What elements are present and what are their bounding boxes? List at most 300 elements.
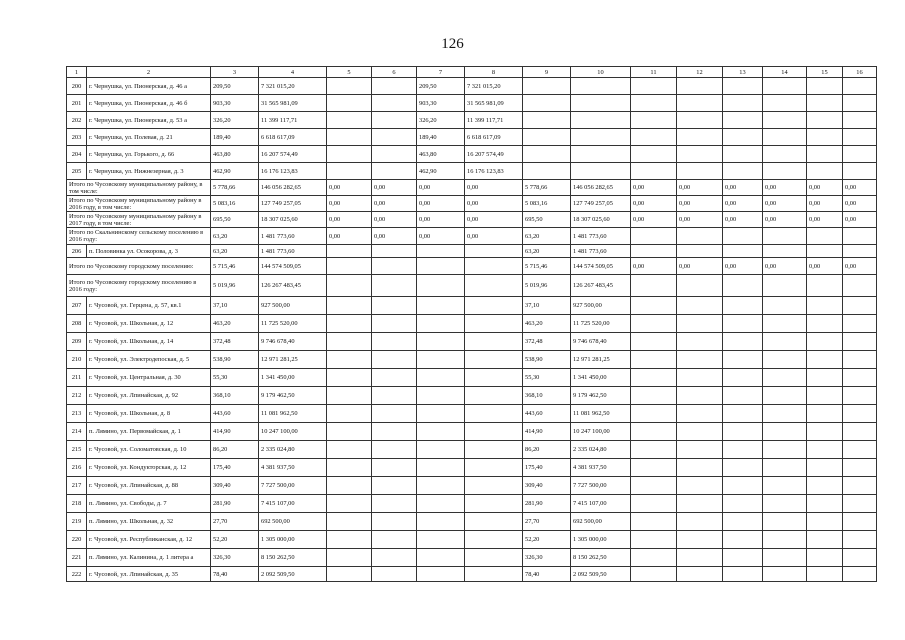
table-row <box>67 95 877 112</box>
value-cell: 6 618 617,09 <box>259 129 327 146</box>
value-cell <box>417 258 465 275</box>
value-cell: 0,00 <box>465 180 523 196</box>
row-number: 207 <box>67 297 87 315</box>
row-number: 209 <box>67 333 87 351</box>
value-cell <box>807 387 843 405</box>
value-cell: 0,00 <box>631 212 677 228</box>
value-cell <box>843 531 877 549</box>
value-cell <box>631 459 677 477</box>
value-cell <box>723 369 763 387</box>
value-cell <box>465 351 523 369</box>
value-cell <box>677 228 723 245</box>
row-number: 205 <box>67 163 87 180</box>
value-cell <box>465 245 523 258</box>
value-cell: 5 778,66 <box>211 180 259 196</box>
value-cell: 0,00 <box>843 196 877 212</box>
value-cell <box>807 495 843 513</box>
value-cell <box>327 78 372 95</box>
value-cell <box>631 163 677 180</box>
value-cell <box>763 369 807 387</box>
value-cell: 127 749 257,05 <box>571 196 631 212</box>
value-cell: 78,40 <box>523 567 571 582</box>
total-label: Итого по Чусовскому городскому поселению в 2016 году: <box>67 275 211 297</box>
value-cell: 189,40 <box>211 129 259 146</box>
value-cell <box>417 351 465 369</box>
row-number: 204 <box>67 146 87 163</box>
value-cell <box>763 567 807 582</box>
value-cell <box>465 333 523 351</box>
value-cell <box>677 531 723 549</box>
value-cell <box>631 531 677 549</box>
total-label: Итого по Чусовскому муниципальному району в 2017 году, в том числе: <box>67 212 211 228</box>
value-cell: 326,20 <box>417 112 465 129</box>
value-cell <box>465 495 523 513</box>
value-cell <box>843 423 877 441</box>
value-cell: 209,50 <box>211 78 259 95</box>
value-cell <box>327 112 372 129</box>
value-cell <box>843 333 877 351</box>
row-number: 222 <box>67 567 87 582</box>
value-cell <box>631 95 677 112</box>
value-cell: 10 247 100,00 <box>571 423 631 441</box>
value-cell <box>631 369 677 387</box>
value-cell <box>327 477 372 495</box>
value-cell <box>843 405 877 423</box>
value-cell: 0,00 <box>417 180 465 196</box>
value-cell <box>327 495 372 513</box>
value-cell <box>807 549 843 567</box>
value-cell <box>763 315 807 333</box>
value-cell: 368,10 <box>523 387 571 405</box>
value-cell <box>631 423 677 441</box>
value-cell <box>763 333 807 351</box>
value-cell: 281,90 <box>211 495 259 513</box>
value-cell <box>417 513 465 531</box>
value-cell <box>417 459 465 477</box>
value-cell <box>372 567 417 582</box>
address-cell: п. Лямино, ул. Школьная, д. 32 <box>87 513 211 531</box>
table-row <box>67 146 877 163</box>
value-cell: 37,10 <box>523 297 571 315</box>
value-cell <box>677 495 723 513</box>
value-cell: 309,40 <box>211 477 259 495</box>
value-cell <box>677 297 723 315</box>
value-cell <box>807 78 843 95</box>
value-cell <box>523 129 571 146</box>
value-cell <box>677 95 723 112</box>
value-cell: 0,00 <box>417 196 465 212</box>
row-number: 219 <box>67 513 87 531</box>
value-cell <box>465 315 523 333</box>
value-cell <box>327 146 372 163</box>
address-cell: г. Чусовой, ул. Лпинайская, д. 88 <box>87 477 211 495</box>
value-cell <box>677 129 723 146</box>
value-cell: 0,00 <box>677 212 723 228</box>
value-cell <box>523 112 571 129</box>
value-cell <box>327 129 372 146</box>
value-cell: 9 179 462,50 <box>259 387 327 405</box>
value-cell: 1 481 773,60 <box>259 245 327 258</box>
value-cell: 0,00 <box>631 258 677 275</box>
address-cell: г. Чусовой, ул. Соломатовская, д. 10 <box>87 441 211 459</box>
value-cell: 5 019,96 <box>523 275 571 297</box>
value-cell <box>723 441 763 459</box>
value-cell: 0,00 <box>465 228 523 245</box>
value-cell <box>327 163 372 180</box>
value-cell: 0,00 <box>417 212 465 228</box>
value-cell: 209,50 <box>417 78 465 95</box>
value-cell <box>807 369 843 387</box>
value-cell <box>372 387 417 405</box>
value-cell <box>372 112 417 129</box>
table-row <box>67 513 877 531</box>
address-cell: г. Чернушка, ул. Пионерская, д. 46 б <box>87 95 211 112</box>
value-cell: 126 267 483,45 <box>259 275 327 297</box>
value-cell: 175,40 <box>211 459 259 477</box>
value-cell: 0,00 <box>807 258 843 275</box>
value-cell: 538,90 <box>211 351 259 369</box>
value-cell <box>763 228 807 245</box>
value-cell <box>723 387 763 405</box>
value-cell <box>372 495 417 513</box>
value-cell <box>723 423 763 441</box>
value-cell: 927 500,00 <box>571 297 631 315</box>
value-cell <box>327 275 372 297</box>
value-cell <box>843 275 877 297</box>
value-cell <box>417 297 465 315</box>
value-cell <box>723 531 763 549</box>
value-cell <box>723 275 763 297</box>
table-row <box>67 163 877 180</box>
value-cell <box>807 423 843 441</box>
value-cell: 927 500,00 <box>259 297 327 315</box>
value-cell: 443,60 <box>523 405 571 423</box>
value-cell: 11 399 117,71 <box>259 112 327 129</box>
value-cell <box>372 129 417 146</box>
address-cell: п. Лямино, ул. Калинина, д. 1 литера а <box>87 549 211 567</box>
value-cell: 0,00 <box>723 196 763 212</box>
value-cell: 5 778,66 <box>523 180 571 196</box>
value-cell <box>631 297 677 315</box>
header-cell: 12 <box>677 67 723 78</box>
value-cell: 414,90 <box>211 423 259 441</box>
header-cell: 13 <box>723 67 763 78</box>
value-cell: 692 500,00 <box>259 513 327 531</box>
value-cell: 52,20 <box>211 531 259 549</box>
row-number: 212 <box>67 387 87 405</box>
header-cell: 8 <box>465 67 523 78</box>
value-cell: 7 321 015,20 <box>259 78 327 95</box>
address-cell: г. Чернушка, ул. Пионерская, д. 46 а <box>87 78 211 95</box>
value-cell: 463,20 <box>211 315 259 333</box>
header-cell: 11 <box>631 67 677 78</box>
value-cell: 1 341 450,00 <box>571 369 631 387</box>
value-cell <box>327 95 372 112</box>
value-cell: 0,00 <box>327 228 372 245</box>
header-cell: 14 <box>763 67 807 78</box>
value-cell <box>763 423 807 441</box>
row-number: 203 <box>67 129 87 146</box>
table-row <box>67 245 877 258</box>
value-cell: 0,00 <box>327 212 372 228</box>
value-cell: 5 715,46 <box>523 258 571 275</box>
table-row <box>67 459 877 477</box>
value-cell <box>631 477 677 495</box>
value-cell <box>763 245 807 258</box>
value-cell <box>327 531 372 549</box>
value-cell <box>327 387 372 405</box>
value-cell: 9 746 678,40 <box>259 333 327 351</box>
value-cell <box>807 333 843 351</box>
value-cell <box>763 163 807 180</box>
value-cell <box>723 297 763 315</box>
value-cell: 443,60 <box>211 405 259 423</box>
value-cell <box>763 459 807 477</box>
value-cell <box>807 351 843 369</box>
value-cell <box>723 495 763 513</box>
value-cell: 2 335 024,80 <box>571 441 631 459</box>
value-cell <box>523 95 571 112</box>
value-cell <box>843 95 877 112</box>
value-cell <box>327 513 372 531</box>
header-cell: 9 <box>523 67 571 78</box>
row-number: 214 <box>67 423 87 441</box>
value-cell <box>763 531 807 549</box>
value-cell: 0,00 <box>677 196 723 212</box>
value-cell <box>372 351 417 369</box>
value-cell <box>465 369 523 387</box>
row-number: 221 <box>67 549 87 567</box>
value-cell <box>843 129 877 146</box>
table-row <box>67 369 877 387</box>
value-cell <box>631 351 677 369</box>
value-cell <box>327 549 372 567</box>
value-cell <box>677 112 723 129</box>
value-cell <box>843 369 877 387</box>
value-cell: 309,40 <box>523 477 571 495</box>
value-cell: 4 381 937,50 <box>571 459 631 477</box>
row-number: 202 <box>67 112 87 129</box>
value-cell <box>763 441 807 459</box>
value-cell: 2 335 024,80 <box>259 441 327 459</box>
value-cell <box>807 163 843 180</box>
value-cell <box>372 275 417 297</box>
table-row <box>67 405 877 423</box>
value-cell <box>372 163 417 180</box>
value-cell: 0,00 <box>763 212 807 228</box>
value-cell <box>465 531 523 549</box>
row-number: 218 <box>67 495 87 513</box>
value-cell <box>417 549 465 567</box>
total-row <box>67 258 877 275</box>
value-cell: 463,80 <box>417 146 465 163</box>
value-cell: 16 207 574,49 <box>259 146 327 163</box>
value-cell <box>417 567 465 582</box>
address-cell: г. Чусовой, ул. Школьная, д. 12 <box>87 315 211 333</box>
value-cell <box>723 459 763 477</box>
value-cell <box>631 387 677 405</box>
value-cell <box>327 297 372 315</box>
header-cell: 16 <box>843 67 877 78</box>
value-cell: 146 056 282,65 <box>259 180 327 196</box>
value-cell <box>807 228 843 245</box>
value-cell: 0,00 <box>843 258 877 275</box>
header-cell: 4 <box>259 67 327 78</box>
value-cell <box>327 258 372 275</box>
value-cell <box>631 275 677 297</box>
value-cell <box>465 297 523 315</box>
value-cell <box>723 315 763 333</box>
value-cell <box>677 245 723 258</box>
value-cell: 12 971 281,25 <box>259 351 327 369</box>
value-cell <box>843 513 877 531</box>
value-cell <box>807 95 843 112</box>
value-cell <box>843 78 877 95</box>
value-cell <box>327 333 372 351</box>
table-row <box>67 129 877 146</box>
value-cell <box>631 495 677 513</box>
value-cell <box>372 405 417 423</box>
value-cell: 0,00 <box>372 228 417 245</box>
value-cell <box>677 146 723 163</box>
value-cell: 175,40 <box>523 459 571 477</box>
value-cell <box>763 112 807 129</box>
value-cell: 463,80 <box>211 146 259 163</box>
value-cell <box>465 387 523 405</box>
value-cell <box>763 95 807 112</box>
row-number: 201 <box>67 95 87 112</box>
page-number: 126 <box>441 36 464 52</box>
value-cell <box>372 549 417 567</box>
value-cell <box>807 112 843 129</box>
value-cell: 7 321 015,20 <box>465 78 523 95</box>
value-cell <box>807 245 843 258</box>
value-cell: 5 083,16 <box>523 196 571 212</box>
value-cell: 144 574 509,05 <box>259 258 327 275</box>
value-cell: 31 565 981,09 <box>465 95 523 112</box>
value-cell: 0,00 <box>807 180 843 196</box>
total-label: Итого по Скальнинскому сельскому поселению в 2016 году: <box>67 228 211 245</box>
value-cell <box>843 441 877 459</box>
value-cell: 0,00 <box>677 180 723 196</box>
value-cell <box>465 549 523 567</box>
value-cell <box>763 146 807 163</box>
address-cell: г. Чусовой, ул. Школьная, д. 14 <box>87 333 211 351</box>
value-cell <box>571 112 631 129</box>
value-cell <box>677 405 723 423</box>
value-cell: 5 083,16 <box>211 196 259 212</box>
value-cell: 0,00 <box>807 212 843 228</box>
value-cell <box>417 441 465 459</box>
value-cell <box>843 163 877 180</box>
value-cell <box>677 315 723 333</box>
value-cell <box>631 567 677 582</box>
value-cell <box>372 95 417 112</box>
table-row <box>67 387 877 405</box>
value-cell: 63,20 <box>523 228 571 245</box>
value-cell <box>372 369 417 387</box>
address-cell: г. Чернушка, ул. Нижнезерная, д. 3 <box>87 163 211 180</box>
value-cell: 7 727 500,00 <box>571 477 631 495</box>
value-cell: 0,00 <box>763 180 807 196</box>
address-cell: п. Лямино, ул. Первомайская, д. 1 <box>87 423 211 441</box>
value-cell <box>631 405 677 423</box>
value-cell <box>807 405 843 423</box>
value-cell: 281,90 <box>523 495 571 513</box>
value-cell <box>327 567 372 582</box>
value-cell: 0,00 <box>372 212 417 228</box>
value-cell <box>807 441 843 459</box>
value-cell <box>723 146 763 163</box>
value-cell: 0,00 <box>843 180 877 196</box>
value-cell: 12 971 281,25 <box>571 351 631 369</box>
value-cell <box>763 297 807 315</box>
value-cell <box>843 477 877 495</box>
value-cell <box>523 146 571 163</box>
value-cell <box>807 531 843 549</box>
value-cell: 86,20 <box>523 441 571 459</box>
value-cell <box>723 163 763 180</box>
header-cell: 15 <box>807 67 843 78</box>
value-cell <box>631 513 677 531</box>
value-cell <box>631 315 677 333</box>
value-cell <box>843 146 877 163</box>
value-cell <box>372 146 417 163</box>
value-cell: 463,20 <box>523 315 571 333</box>
address-cell: г. Чернушка, ул. Полевая, д. 21 <box>87 129 211 146</box>
value-cell: 5 019,96 <box>211 275 259 297</box>
value-cell <box>763 477 807 495</box>
value-cell: 18 307 025,60 <box>259 212 327 228</box>
table-row <box>67 78 877 95</box>
value-cell: 695,50 <box>523 212 571 228</box>
value-cell <box>417 275 465 297</box>
value-cell: 11 399 117,71 <box>465 112 523 129</box>
value-cell <box>417 333 465 351</box>
value-cell: 11 081 962,50 <box>571 405 631 423</box>
value-cell: 692 500,00 <box>571 513 631 531</box>
header-cell: 10 <box>571 67 631 78</box>
value-cell <box>417 423 465 441</box>
value-cell: 2 092 509,50 <box>259 567 327 582</box>
value-cell <box>723 228 763 245</box>
value-cell <box>417 477 465 495</box>
value-cell: 1 305 000,00 <box>571 531 631 549</box>
value-cell <box>631 441 677 459</box>
value-cell: 31 565 981,09 <box>259 95 327 112</box>
value-cell <box>763 129 807 146</box>
table-row <box>67 351 877 369</box>
value-cell <box>631 228 677 245</box>
table-row <box>67 333 877 351</box>
value-cell <box>631 78 677 95</box>
value-cell <box>843 351 877 369</box>
address-cell: г. Чернушка, ул. Горького, д. 66 <box>87 146 211 163</box>
value-cell <box>843 112 877 129</box>
address-cell: п. Лямино, ул. Свободы, д. 7 <box>87 495 211 513</box>
value-cell: 63,20 <box>523 245 571 258</box>
value-cell <box>843 297 877 315</box>
total-row <box>67 228 877 245</box>
value-cell: 144 574 509,05 <box>571 258 631 275</box>
value-cell <box>327 405 372 423</box>
total-label: Итого по Чусовскому муниципальному району в 2016 году, в том числе: <box>67 196 211 212</box>
value-cell <box>763 387 807 405</box>
value-cell <box>571 78 631 95</box>
value-cell <box>327 423 372 441</box>
value-cell <box>677 369 723 387</box>
value-cell: 1 481 773,60 <box>571 228 631 245</box>
